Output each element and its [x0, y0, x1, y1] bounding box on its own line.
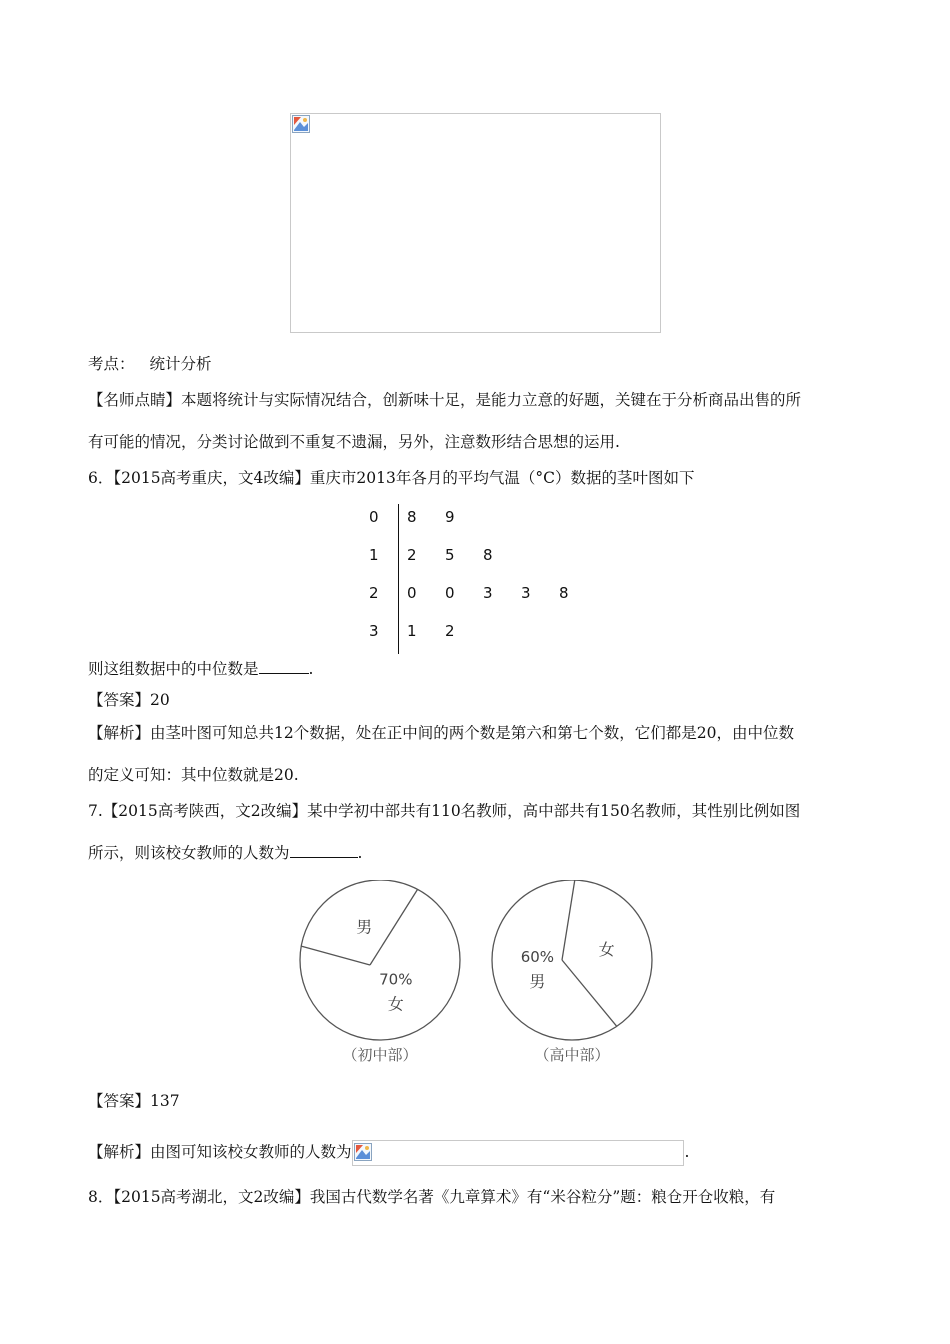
question-6-analysis-line2: 的定义可知：其中位数就是20.	[88, 766, 299, 784]
pie-slice-percent: 70%	[379, 970, 413, 989]
leaf-value: 8	[559, 584, 569, 602]
pie-slice-percent: 60%	[520, 947, 555, 966]
leaf-value: 8	[407, 508, 417, 526]
expert-comment-line2: 有可能的情况，分类讨论做到不重复不遗漏，另外，注意数形结合思想的运用.	[88, 433, 620, 451]
stem-leaf-divider	[398, 504, 399, 654]
pie-slice-label: 男	[529, 971, 546, 991]
formula-image-placeholder	[352, 1140, 684, 1166]
kaodian-line	[88, 354, 211, 374]
question-6-stem: 6．【2015高考重庆，文4改编】重庆市2013年各月的平均气温（°C）数据的茎叶图如下	[88, 469, 695, 487]
leaf-value: 0	[445, 584, 455, 602]
kaodian-value: 统计分析	[149, 355, 212, 373]
stem-value: 1	[369, 546, 379, 564]
kaodian-label: 考点：	[88, 355, 135, 373]
stem-value: 2	[369, 584, 379, 602]
question-7-stem-line2	[88, 843, 362, 863]
question-6-period: .	[308, 660, 314, 678]
question-7-stem-line1: 7.【2015高考陕西，文2改编】某中学初中部共有110名教师，高中部共有150名教师，其性别比例如图	[88, 802, 801, 820]
question-7-analysis-period: .	[684, 1143, 690, 1161]
pie-slice-label: 男	[356, 917, 373, 937]
gender-ratio-pie-charts	[290, 880, 670, 1080]
question-7-period: .	[357, 844, 363, 862]
leaf-value: 3	[483, 584, 493, 602]
broken-image-icon	[292, 115, 310, 133]
leaf-value: 5	[445, 546, 455, 564]
question-6-answer: 【答案】20	[88, 691, 170, 709]
question-7-analysis-text: 【解析】由图可知该校女教师的人数为	[88, 1143, 352, 1161]
question-7-text: 所示，则该校女教师的人数为	[88, 844, 290, 862]
question-6-prompt	[88, 659, 313, 679]
pie-slice-label: 女	[387, 994, 404, 1014]
leaf-value: 0	[407, 584, 417, 602]
pie-outline	[300, 880, 460, 1040]
stem-leaf-plot	[360, 500, 600, 660]
question-8-stem: 8．【2015高考湖北，文2改编】我国古代数学名著《九章算术》有“米谷粒分”题：粮仓开仓收粮，有	[88, 1188, 776, 1206]
stem-value: 3	[369, 622, 379, 640]
leaf-value: 1	[407, 622, 417, 640]
leaf-value: 9	[445, 508, 455, 526]
answer-blank	[290, 843, 358, 858]
stem-value: 0	[369, 508, 379, 526]
question-6-analysis-line1: 【解析】由茎叶图可知总共12个数据，处在正中间的两个数是第六和第七个数，它们都是20，由中位数	[88, 724, 794, 742]
pie-slice-label: 女	[598, 940, 615, 960]
broken-image-icon	[354, 1143, 372, 1161]
leaf-value: 2	[445, 622, 455, 640]
answer-blank	[259, 659, 309, 674]
solution-image-placeholder	[290, 113, 661, 333]
pie-chart-caption: （高中部）	[534, 1046, 610, 1064]
pie-chart-caption: （初中部）	[342, 1046, 418, 1064]
leaf-value: 2	[407, 546, 417, 564]
leaf-value: 3	[521, 584, 531, 602]
question-7-answer: 【答案】137	[88, 1092, 180, 1110]
expert-comment-line1: 【名师点睛】本题将统计与实际情况结合，创新味十足，是能力立意的好题，关键在于分析商品出售的所	[88, 391, 802, 409]
question-7-analysis	[88, 1140, 689, 1166]
question-6-text: 则这组数据中的中位数是	[88, 660, 259, 678]
pie-outline	[492, 880, 652, 1040]
leaf-value: 8	[483, 546, 493, 564]
